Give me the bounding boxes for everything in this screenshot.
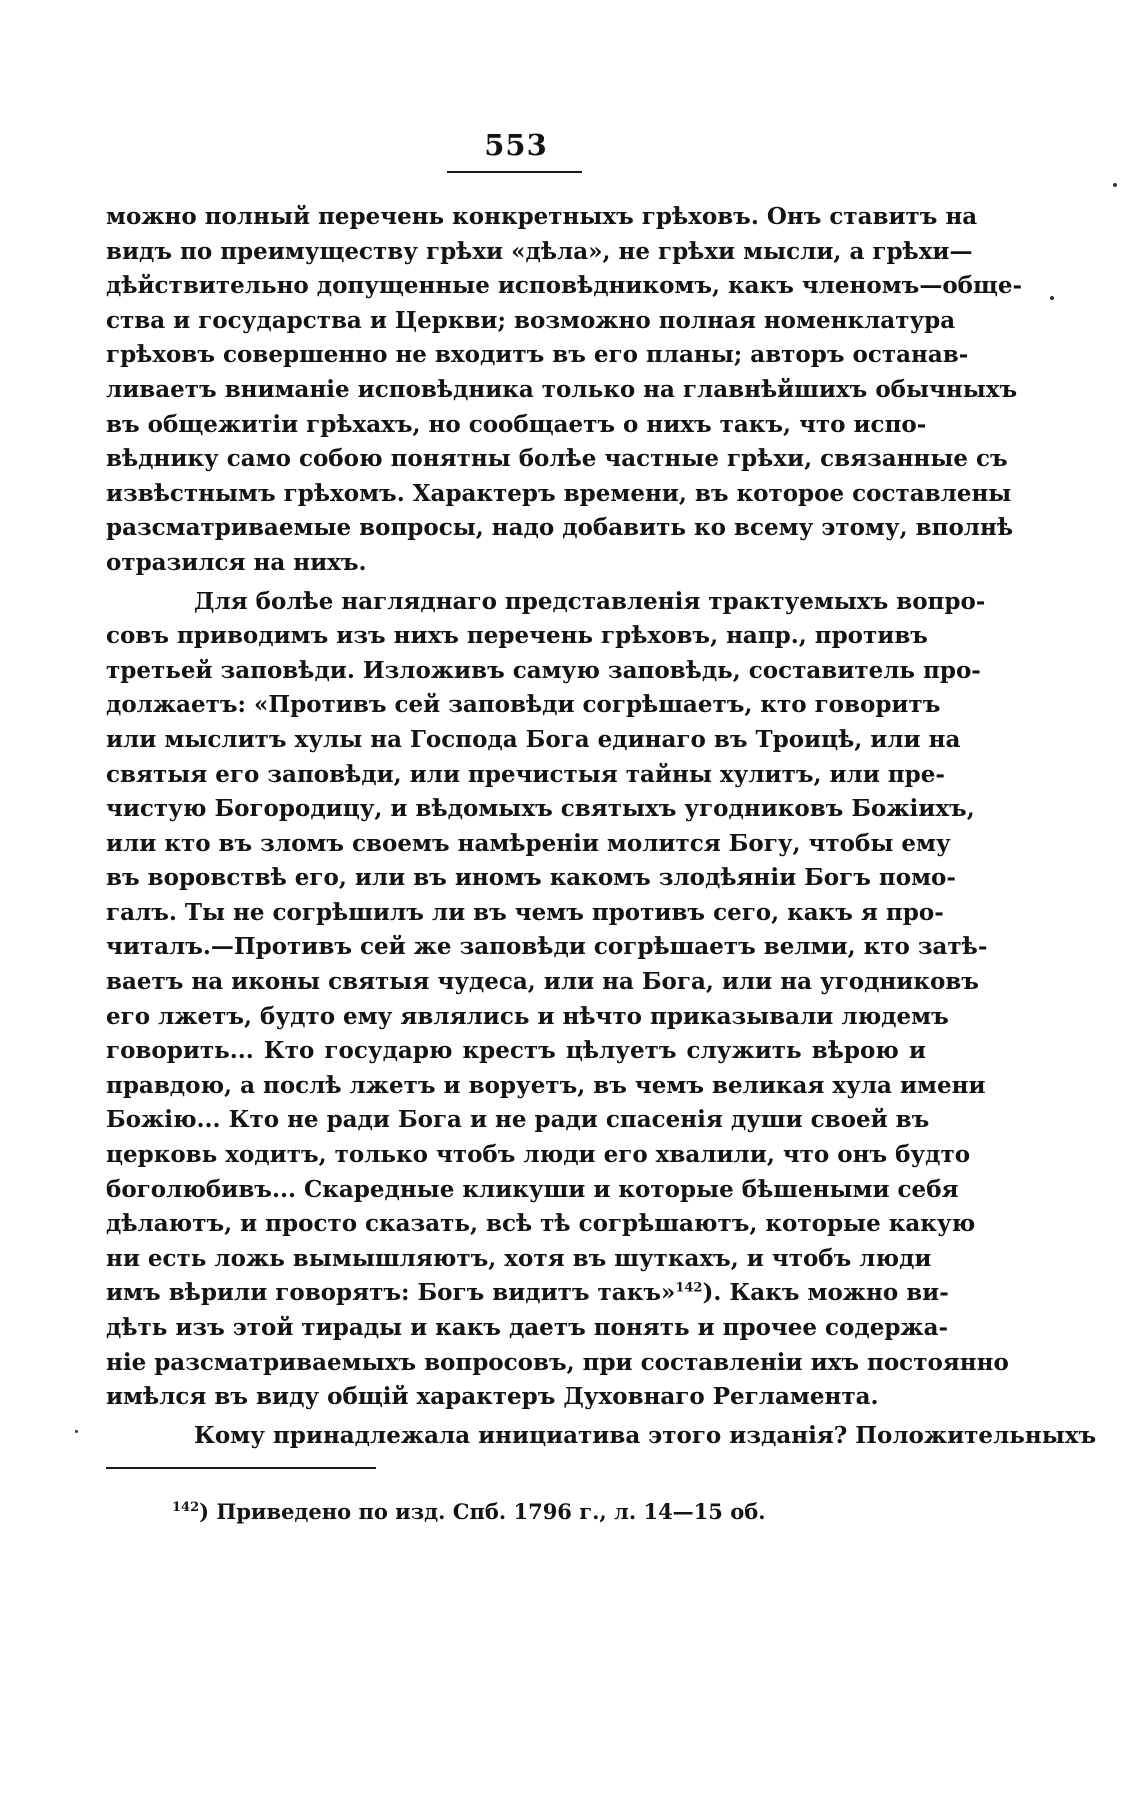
page-number-underline (447, 171, 582, 173)
text-line: Божію... Кто не ради Бога и не ради спасенія души своей въ (106, 1106, 930, 1134)
text-line: боголюбивъ... Скаредные кликуши и которые бѣшеными себя (106, 1175, 959, 1203)
paragraph-2 (106, 585, 1009, 1415)
text-fragment: ). Какъ можно ви- (702, 1279, 949, 1307)
print-speck (75, 1430, 78, 1433)
text-line: чистую Богородицу, и вѣдомыхъ святыхъ угодниковъ Божіихъ, (106, 795, 975, 823)
text-line: или кто въ зломъ своемъ намѣреніи молится Богу, чтобы ему (106, 829, 951, 857)
text-line: читалъ.—Противъ сей же заповѣди согрѣшаетъ велми, кто затѣ- (106, 933, 988, 961)
text-line: дѣлаютъ, и просто сказать, всѣ тѣ согрѣшаютъ, которые какую (106, 1210, 976, 1238)
text-line: въ общежитіи грѣхахъ, но сообщаетъ о нихъ такъ, что испо- (106, 410, 927, 438)
text-line: церковь ходитъ, только чтобъ люди его хвалили, что онъ будто (106, 1141, 971, 1169)
text-line: ни есть ложь вымышляютъ, хотя въ шуткахъ, и чтобъ люди (106, 1244, 932, 1272)
text-line: святыя его заповѣди, или пречистыя тайны хулитъ, или пре- (106, 760, 945, 788)
text-line: разсматриваемые вопросы, надо добавить ко всему этому, вполнѣ (106, 514, 1014, 542)
text-line: дѣть изъ этой тирады и какъ даетъ понять и прочее содержа- (106, 1314, 949, 1341)
print-speck (1050, 296, 1054, 300)
text-line-with-footnote-ref (106, 1276, 949, 1311)
text-line: правдою, а послѣ лжетъ и воруетъ, въ чемъ великая хула имени (106, 1071, 986, 1099)
text-line: третьей заповѣди. Изложивъ самую заповѣдь, составитель про- (106, 656, 981, 684)
footnote-marker: 142 (172, 1500, 200, 1515)
text-line: совъ приводимъ изъ нихъ перечень грѣховъ, напр., противъ (106, 622, 928, 650)
text-line: дѣйствительно допущенные исповѣдникомъ, какъ членомъ—обще- (106, 272, 1023, 300)
text-line: въ воровствѣ его, или въ иномъ какомъ злодѣяніи Богъ помо- (106, 864, 956, 892)
text-fragment: имъ вѣрили говорятъ: Богъ видитъ такъ» (106, 1279, 676, 1307)
footnote-reference[interactable]: 142 (675, 1280, 703, 1296)
footnote-text: ) Приведено по изд. Спб. 1796 г., л. 14—15 об. (199, 1499, 766, 1524)
text-line: видъ по преимуществу грѣхи «дѣла», не грѣхи мысли, а грѣхи— (106, 237, 973, 265)
footnote (172, 1499, 766, 1524)
text-line: Кому принадлежала инициатива этого изданія? Положительныхъ (194, 1421, 1097, 1449)
text-line: говорить... Кто государю крестъ цѣлуетъ служить вѣрою и (106, 1037, 926, 1065)
text-line: должаетъ: «Противъ сей заповѣди согрѣшаетъ, кто говоритъ (106, 691, 941, 719)
print-speck (1113, 183, 1117, 187)
text-line: отразился на нихъ. (106, 548, 367, 576)
text-line: можно полный перечень конкретныхъ грѣховъ. Онъ ставитъ на (106, 203, 978, 230)
text-line: или мыслитъ хулы на Господа Бога единаго въ Троицѣ, или на (106, 725, 961, 753)
text-line: галъ. Ты не согрѣшилъ ли въ чемъ противъ сего, какъ я про- (106, 898, 944, 926)
text-line: ливаетъ вниманіе исповѣдника только на главнѣйшихъ обычныхъ (106, 375, 1018, 403)
text-line: имѣлся въ виду общій характеръ Духовнаго Регламента. (106, 1383, 879, 1411)
text-line: ваетъ на иконы святыя чудеса, или на Бога, или на угодниковъ (106, 968, 979, 996)
footnote-separator (106, 1467, 376, 1469)
text-line: грѣховъ совершенно не входитъ въ его планы; авторъ останав- (106, 341, 969, 369)
text-line: вѣднику само собою понятны болѣе частные грѣхи, связанные съ (106, 445, 1008, 473)
text-line: ніе разсматриваемыхъ вопросовъ, при составленіи ихъ постоянно (106, 1348, 1009, 1376)
text-line: его лжетъ, будто ему являлись и нѣчто приказывали людемъ (106, 1002, 949, 1030)
body-text (106, 200, 1097, 1453)
text-line: ства и государства и Церкви; возможно полная номенклатура (106, 306, 956, 334)
page-number: 553 (484, 128, 548, 162)
paragraph-3 (106, 1419, 1097, 1454)
text-line: Для болѣе нагляднаго представленія трактуемыхъ вопро- (194, 587, 986, 615)
text-line: извѣстнымъ грѣхомъ. Характеръ времени, въ которое составлены (106, 479, 1012, 507)
paragraph-1 (106, 200, 1023, 581)
